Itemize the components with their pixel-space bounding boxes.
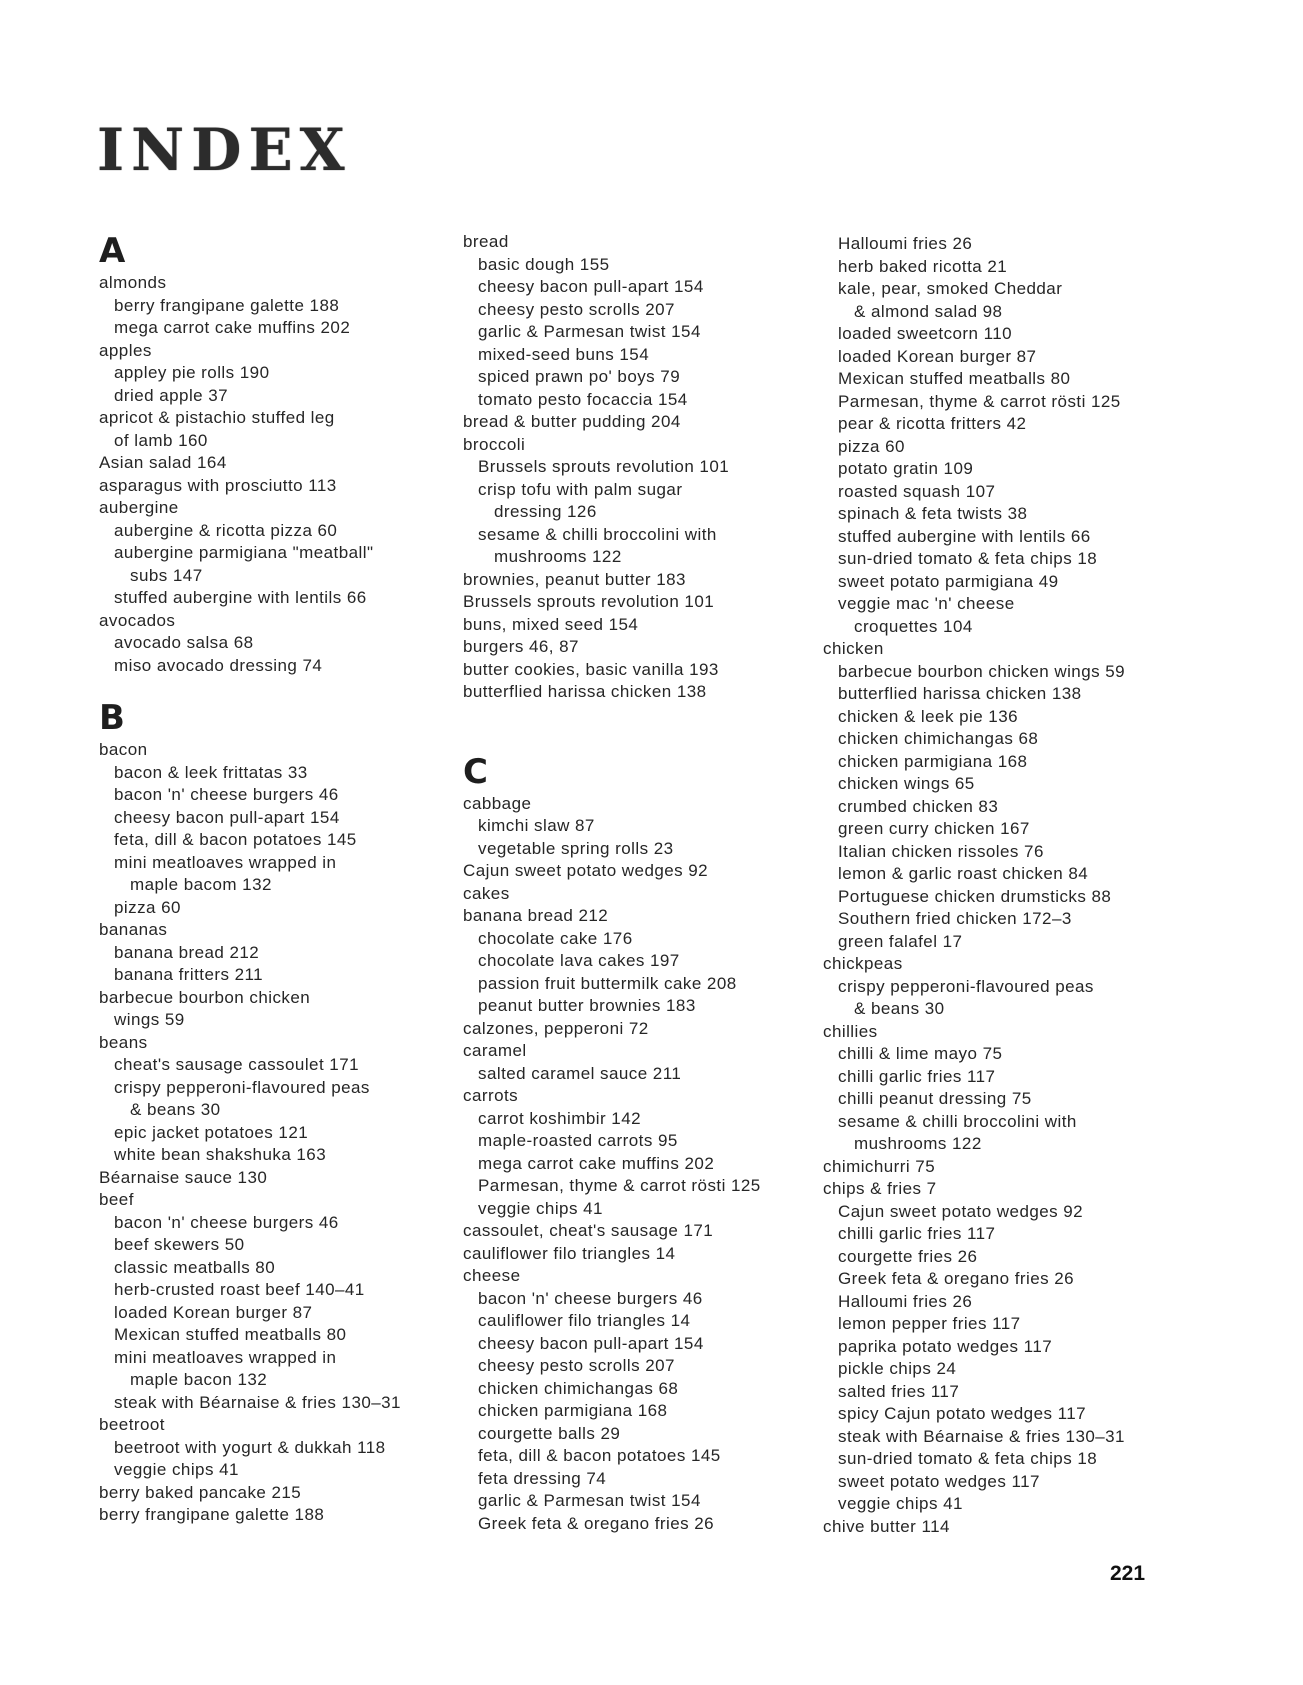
index-subentry: stuffed aubergine with lentils 66: [838, 526, 1091, 546]
index-subentry: courgette fries 26: [838, 1246, 978, 1266]
index-subentry: chicken chimichangas 68: [838, 729, 1039, 748]
index-subentry: veggie chips 41: [114, 1460, 239, 1479]
index-subentry: peanut butter brownies 183: [478, 996, 696, 1015]
index-subentry: classic meatballs 80: [114, 1257, 276, 1277]
index-subentry: Southern fried chicken 172–3: [838, 909, 1072, 928]
index-entry: apples: [99, 340, 152, 360]
index-entry-continuation: mushrooms 122: [494, 547, 622, 566]
index-subentry: aubergine & ricotta pizza 60: [114, 520, 338, 540]
index-subentry: vegetable spring rolls 23: [478, 838, 674, 858]
index-subentry: bacon 'n' cheese burgers 46: [114, 785, 339, 804]
index-entry: Cajun sweet potato wedges 92: [463, 861, 709, 880]
index-subentry: chocolate cake 176: [478, 928, 633, 948]
index-entry-continuation: maple bacon 132: [130, 1370, 268, 1389]
index-subentry: Mexican stuffed meatballs 80: [114, 1325, 347, 1344]
index-subentry: tomato pesto focaccia 154: [478, 389, 688, 409]
index-subentry: Halloumi fries 26: [838, 234, 973, 253]
index-subentry: chicken wings 65: [838, 774, 975, 793]
index-entry-continuation: & beans 30: [130, 1100, 221, 1119]
index-entry: almonds: [99, 273, 167, 292]
index-subentry: crisp tofu with palm sugar: [478, 479, 683, 499]
index-subentry: carrot koshimbir 142: [478, 1108, 642, 1128]
index-subentry: Greek feta & oregano fries 26: [838, 1269, 1075, 1288]
index-subentry: steak with Béarnaise & fries 130–31: [114, 1392, 401, 1412]
index-subentry: crispy pepperoni-flavoured peas: [114, 1077, 370, 1097]
index-entry: chickpeas: [823, 954, 903, 973]
index-subentry: veggie chips 41: [478, 1198, 603, 1218]
index-subentry: herb baked ricotta 21: [838, 256, 1008, 276]
index-subentry: Greek feta & oregano fries 26: [478, 1513, 715, 1533]
index-subentry: mini meatloaves wrapped in: [114, 852, 337, 872]
index-subentry: green curry chicken 167: [838, 819, 1030, 838]
index-subentry: kale, pear, smoked Cheddar: [838, 279, 1063, 298]
index-subentry: courgette balls 29: [478, 1423, 621, 1443]
index-subentry: of lamb 160: [114, 430, 208, 450]
index-subentry: chilli peanut dressing 75: [838, 1089, 1032, 1108]
index-subentry: feta, dill & bacon potatoes 145: [478, 1446, 721, 1465]
index-subentry: potato gratin 109: [838, 459, 974, 478]
index-subentry: cheesy bacon pull-apart 154: [114, 807, 340, 827]
index-entry: chillies: [823, 1021, 878, 1041]
index-subentry: sun-dried tomato & feta chips 18: [838, 549, 1098, 568]
index-entry: bananas: [99, 920, 168, 939]
index-subentry: beetroot with yogurt & dukkah 118: [114, 1437, 386, 1457]
index-entry: caramel: [463, 1041, 527, 1060]
index-column-3: [823, 233, 1183, 1538]
index-entry: Asian salad 164: [99, 453, 227, 472]
index-subentry: herb-crusted roast beef 140–41: [114, 1280, 365, 1299]
index-subentry: Parmesan, thyme & carrot rösti 125: [478, 1176, 761, 1195]
index-subentry: sesame & chilli broccolini with: [838, 1111, 1077, 1131]
index-entry-continuation: subs 147: [130, 565, 203, 585]
index-subentry: cheesy bacon pull-apart 154: [478, 277, 704, 296]
index-subentry: mini meatloaves wrapped in: [114, 1347, 337, 1367]
index-subentry: chilli & lime mayo 75: [838, 1044, 1003, 1063]
index-entry: calzones, pepperoni 72: [463, 1018, 649, 1038]
index-entry: Béarnaise sauce 130: [99, 1167, 268, 1187]
index-subentry: loaded Korean burger 87: [838, 346, 1037, 366]
index-subentry: butterflied harissa chicken 138: [838, 684, 1082, 703]
index-subentry: cauliflower filo triangles 14: [478, 1311, 691, 1330]
index-subentry: steak with Béarnaise & fries 130–31: [838, 1426, 1125, 1446]
index-subentry: veggie chips 41: [838, 1494, 963, 1513]
index-entry: cauliflower filo triangles 14: [463, 1243, 676, 1263]
index-subentry: appley pie rolls 190: [114, 363, 270, 382]
index-subentry: Portuguese chicken drumsticks 88: [838, 886, 1112, 906]
index-entry: beef: [99, 1190, 134, 1209]
index-subentry: passion fruit buttermilk cake 208: [478, 973, 737, 993]
index-subentry: loaded sweetcorn 110: [838, 324, 1013, 343]
index-entry: beans: [99, 1032, 148, 1052]
index-subentry: chicken chimichangas 68: [478, 1378, 679, 1398]
index-entry: butter cookies, basic vanilla 193: [463, 659, 719, 679]
section-letter: C: [463, 751, 488, 792]
index-entry-continuation: maple bacom 132: [130, 875, 272, 894]
index-subentry: kimchi slaw 87: [478, 816, 595, 835]
index-subentry: bacon 'n' cheese burgers 46: [478, 1288, 703, 1308]
index-entry: cheese: [463, 1266, 521, 1285]
index-subentry: epic jacket potatoes 121: [114, 1122, 309, 1142]
index-subentry: stuffed aubergine with lentils 66: [114, 588, 367, 607]
page-number: 221: [1110, 1562, 1146, 1585]
index-entry: barbecue bourbon chicken: [99, 987, 311, 1007]
index-subentry: loaded Korean burger 87: [114, 1302, 313, 1322]
index-entry: butterflied harissa chicken 138: [463, 682, 707, 701]
index-entry: brownies, peanut butter 183: [463, 569, 686, 589]
index-entry-continuation: croquettes 104: [854, 616, 973, 636]
index-entry: bread & butter pudding 204: [463, 412, 681, 431]
index-entry: chive butter 114: [823, 1516, 950, 1536]
index-entry: cassoulet, cheat's sausage 171: [463, 1221, 714, 1240]
index-subentry: berry frangipane galette 188: [114, 295, 340, 315]
index-subentry: Brussels sprouts revolution 101: [478, 457, 730, 476]
index-subentry: salted fries 117: [838, 1381, 960, 1401]
index-entry: burgers 46, 87: [463, 637, 579, 656]
index-subentry: basic dough 155: [478, 254, 610, 274]
index-entry: Brussels sprouts revolution 101: [463, 592, 715, 611]
index-subentry: white bean shakshuka 163: [114, 1145, 327, 1164]
index-entry: apricot & pistachio stuffed leg: [99, 408, 335, 427]
index-entry: carrots: [463, 1086, 519, 1105]
index-subentry: feta, dill & bacon potatoes 145: [114, 830, 357, 849]
index-entry: buns, mixed seed 154: [463, 614, 639, 634]
index-subentry: pizza 60: [114, 897, 181, 917]
index-subentry: bacon 'n' cheese burgers 46: [114, 1212, 339, 1232]
index-subentry: pear & ricotta fritters 42: [838, 414, 1027, 433]
index-subentry: bacon & leek frittatas 33: [114, 762, 308, 782]
index-subentry: sesame & chilli broccolini with: [478, 524, 717, 544]
index-subentry: dried apple 37: [114, 385, 229, 405]
index-column-2: [463, 231, 823, 1535]
index-entry: broccoli: [463, 434, 526, 454]
index-subentry: miso avocado dressing 74: [114, 655, 323, 675]
index-subentry: lemon & garlic roast chicken 84: [838, 864, 1089, 883]
index-subentry: Halloumi fries 26: [838, 1291, 973, 1311]
index-entry: berry frangipane galette 188: [99, 1505, 325, 1524]
index-subentry: spicy Cajun potato wedges 117: [838, 1404, 1087, 1423]
index-entry: chips & fries 7: [823, 1179, 937, 1198]
index-subentry: garlic & Parmesan twist 154: [478, 322, 701, 341]
index-subentry: mixed-seed buns 154: [478, 344, 650, 364]
index-subentry: pickle chips 24: [838, 1359, 957, 1378]
index-subentry: maple-roasted carrots 95: [478, 1131, 678, 1150]
index-entry: chimichurri 75: [823, 1156, 936, 1176]
index-entry-continuation: mushrooms 122: [854, 1134, 982, 1153]
index-subentry: cheat's sausage cassoulet 171: [114, 1055, 360, 1074]
index-subentry: chilli garlic fries 117: [838, 1224, 996, 1243]
index-subentry: sun-dried tomato & feta chips 18: [838, 1449, 1098, 1468]
index-subentry: mega carrot cake muffins 202: [478, 1153, 715, 1173]
index-entry: avocados: [99, 610, 176, 630]
index-subentry: beef skewers 50: [114, 1235, 245, 1254]
index-subentry: aubergine parmigiana "meatball": [114, 543, 374, 562]
index-subentry: green falafel 17: [838, 931, 963, 951]
index-subentry: paprika potato wedges 117: [838, 1336, 1053, 1356]
index-subentry: Cajun sweet potato wedges 92: [838, 1201, 1084, 1221]
index-entry: bread: [463, 232, 509, 251]
index-subentry: barbecue bourbon chicken wings 59: [838, 661, 1126, 681]
section-letter: B: [99, 698, 125, 738]
index-subentry: veggie mac 'n' cheese: [838, 594, 1015, 613]
index-subentry: chicken parmigiana 168: [838, 751, 1028, 771]
index-subentry: salted caramel sauce 211: [478, 1063, 682, 1083]
index-subentry: avocado salsa 68: [114, 633, 254, 652]
index-subentry: crumbed chicken 83: [838, 796, 999, 816]
index-entry: chicken: [823, 639, 884, 658]
index-entry: aubergine: [99, 498, 179, 517]
index-subentry: chilli garlic fries 117: [838, 1066, 996, 1086]
index-subentry: cheesy bacon pull-apart 154: [478, 1333, 704, 1353]
section-letter: A: [99, 231, 126, 271]
index-subentry: chicken parmigiana 168: [478, 1401, 668, 1420]
index-entry: bacon: [99, 740, 148, 759]
index-entry: beetroot: [99, 1415, 165, 1434]
page-title: INDEX: [97, 116, 352, 184]
index-subentry: crispy pepperoni-flavoured peas: [838, 976, 1094, 996]
index-subentry: cheesy pesto scrolls 207: [478, 299, 675, 319]
index-entry-continuation: dressing 126: [494, 502, 597, 521]
index-entry-continuation: & beans 30: [854, 999, 945, 1018]
index-subentry: spiced prawn po' boys 79: [478, 367, 681, 386]
index-subentry: banana bread 212: [114, 942, 260, 962]
index-subentry: lemon pepper fries 117: [838, 1314, 1021, 1333]
index-entry-continuation: & almond salad 98: [854, 301, 1003, 321]
index-subentry: garlic & Parmesan twist 154: [478, 1491, 701, 1510]
index-subentry: sweet potato parmigiana 49: [838, 571, 1059, 591]
index-entry: berry baked pancake 215: [99, 1482, 302, 1502]
index-entry: cakes: [463, 883, 510, 903]
index-subentry: spinach & feta twists 38: [838, 504, 1028, 523]
index-subentry: mega carrot cake muffins 202: [114, 318, 351, 337]
index-subentry: Italian chicken rissoles 76: [838, 841, 1044, 861]
index-subentry: feta dressing 74: [478, 1468, 607, 1488]
index-entry: banana bread 212: [463, 906, 609, 925]
index-subentry: roasted squash 107: [838, 481, 996, 501]
index-subentry: cheesy pesto scrolls 207: [478, 1356, 675, 1375]
index-subentry: banana fritters 211: [114, 965, 264, 984]
index-subentry: chocolate lava cakes 197: [478, 951, 680, 970]
index-subentry: Parmesan, thyme & carrot rösti 125: [838, 391, 1121, 411]
index-subentry: wings 59: [114, 1010, 185, 1029]
index-column-1: [99, 226, 459, 1527]
index-entry: cabbage: [463, 793, 532, 813]
index-entry: asparagus with prosciutto 113: [99, 475, 337, 495]
index-subentry: sweet potato wedges 117: [838, 1471, 1040, 1491]
index-subentry: chicken & leek pie 136: [838, 706, 1019, 726]
index-subentry: Mexican stuffed meatballs 80: [838, 369, 1071, 388]
index-subentry: pizza 60: [838, 436, 905, 456]
